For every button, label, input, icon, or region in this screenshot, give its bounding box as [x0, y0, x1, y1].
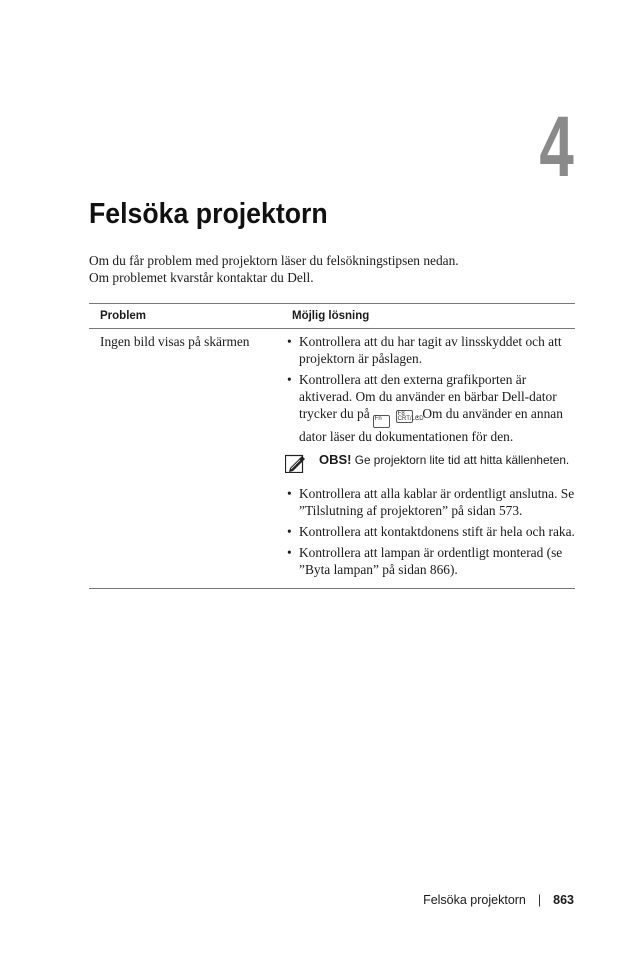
bullet-icon: • [287, 486, 292, 501]
fn-key-icon: Fn [373, 415, 390, 428]
intro-paragraph [89, 252, 559, 286]
bullet-text-after-keys: . Om du använder en annan dator läser du dokumentationen för den. [299, 406, 563, 444]
note-message: Ge projektorn lite tid att hitta källenheten. [351, 453, 570, 467]
bullet-text: Kontrollera att du har tagit av linsskyddet och att projektorn är påslagen. [299, 334, 562, 366]
bullet-icon: • [287, 334, 292, 349]
page-footer [423, 893, 574, 907]
bullet-icon: • [287, 524, 292, 539]
table-header [89, 304, 575, 329]
list-item [285, 371, 575, 445]
solution-cell [285, 333, 575, 582]
bullet-icon: • [287, 372, 292, 387]
chapter-number: 4 [539, 99, 574, 195]
bullet-text: Kontrollera att lampan är ordentligt monterad (se ”Byta lampan” på sidan 866). [299, 545, 563, 577]
header-problem: Problem [100, 310, 147, 322]
problem-cell: Ingen bild visas på skärmen [100, 334, 250, 349]
header-solution: Möjlig lösning [292, 310, 370, 322]
note-label: OBS! [319, 452, 352, 467]
pencil-note-icon [285, 451, 319, 477]
list-item [285, 544, 575, 578]
intro-line-2: Om problemet kvarstår kontaktar du Dell. [89, 270, 314, 285]
list-item [285, 333, 575, 367]
intro-line-1: Om du får problem med projektorn läser du felsökningstipsen nedan. [89, 253, 459, 268]
bullet-icon: • [287, 545, 292, 560]
f8-crt-lcd-key-icon: F8 CRT/LCD [397, 411, 424, 422]
note-text [319, 451, 575, 477]
page-number: 863 [553, 893, 574, 907]
footer-separator: | [537, 893, 542, 907]
list-item [285, 485, 575, 519]
bullet-text-before-keys: Kontrollera att den externa grafikporten är aktiverad. Om du använder en bärbar Dell-dator trycker du på [299, 372, 557, 421]
list-item [285, 523, 575, 540]
bullet-text [299, 371, 575, 445]
page-title: Felsöka projektorn [89, 198, 328, 230]
note-box [285, 451, 575, 477]
bullet-text: Kontrollera att alla kablar är ordentligt anslutna. Se ”Tilslutning af projektoren” på sidan 573. [299, 486, 575, 518]
footer-section-title: Felsöka projektorn [423, 893, 526, 907]
bullet-text: Kontrollera att kontaktdonens stift är hela och raka. [299, 524, 575, 539]
troubleshooting-table [89, 303, 575, 589]
table-row [89, 329, 575, 588]
